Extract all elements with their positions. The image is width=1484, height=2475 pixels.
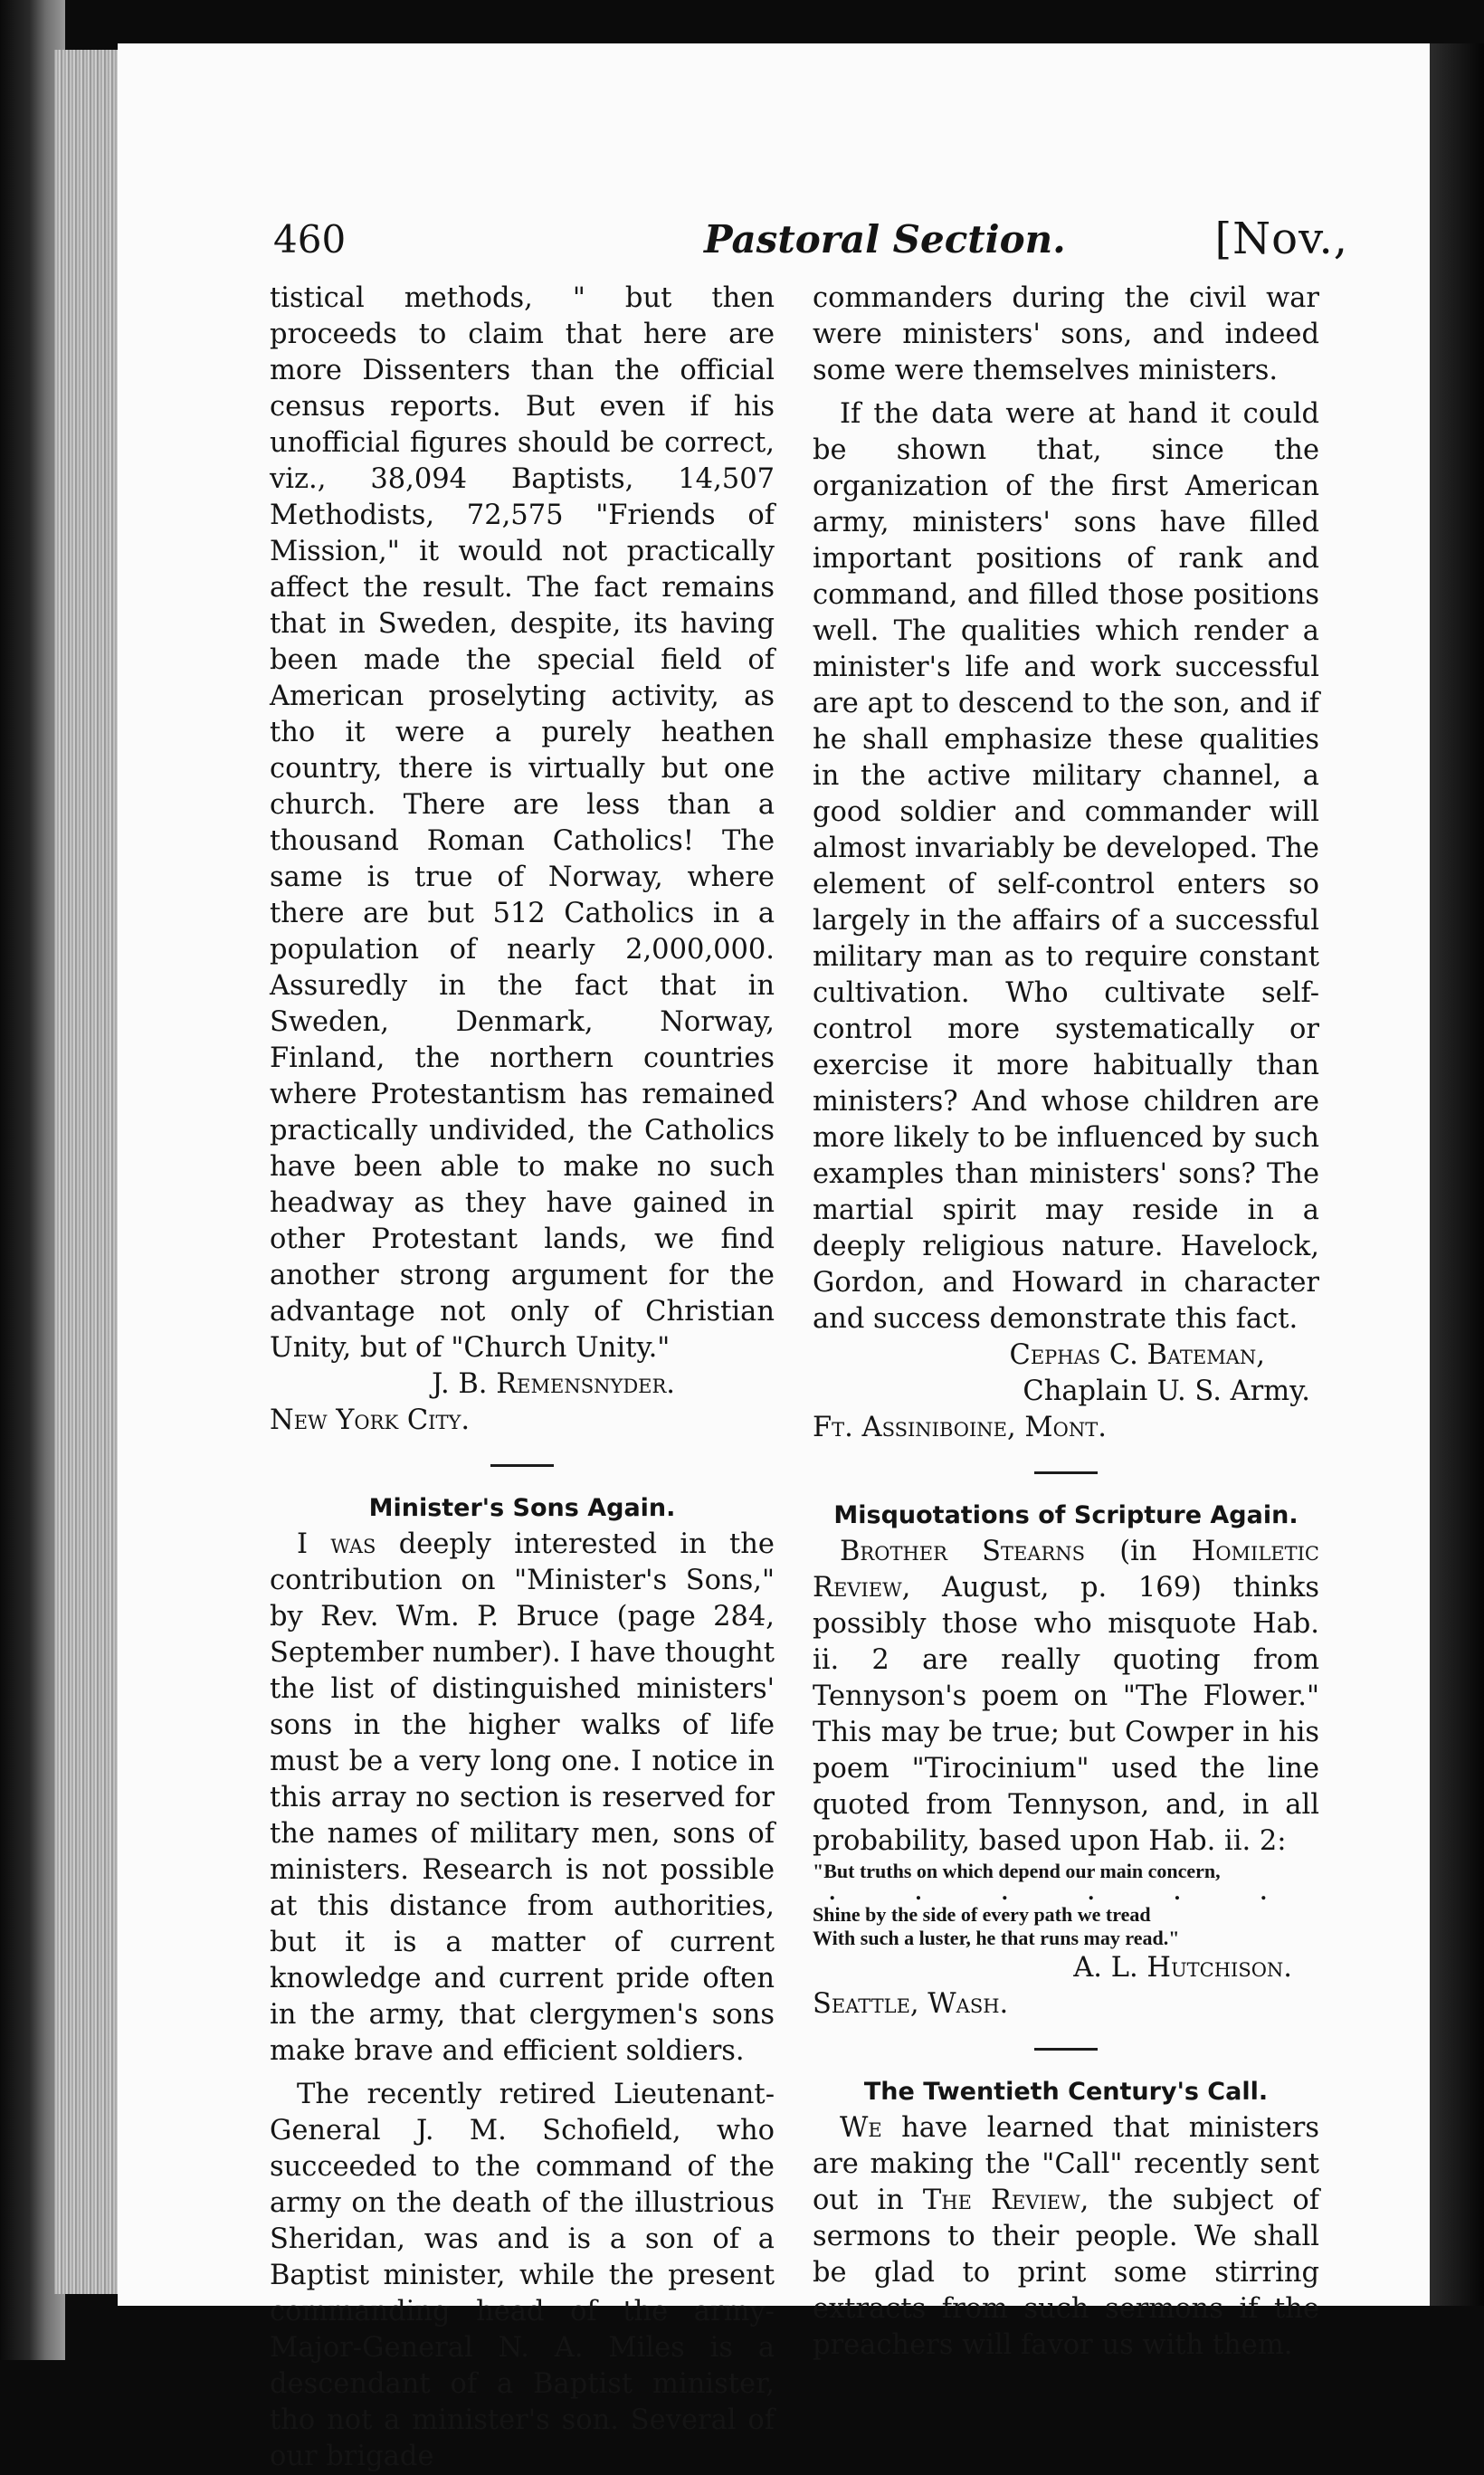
signature: Cephas C. Bateman, (1009, 1339, 1265, 1371)
page-number: 460 (273, 217, 347, 262)
paragraph: I was deeply interested in the contribution on "Minister's Sons," by Rev. Wm. P. Bruce (page 284, September number). I have thought the list of distinguished ministers' sons in the higher walks of life must be a very long one. I notice in this array no section is reserved for the names of military men, sons of ministers. Research is not possible at this distance from authorities, but it is a matter of current knowledge and current pride often in the army, that clergymen's sons make brave and efficient soldiers. (270, 1528, 775, 2067)
article-heading: Misquotations of Scripture Again. (833, 1501, 1298, 1529)
divider (1034, 1471, 1098, 1474)
running-head (154, 208, 1348, 271)
section-title: Pastoral Section. (704, 217, 1066, 262)
signature: A. L. Hutchison. (1073, 1952, 1292, 1984)
running-date: [Nov., (1214, 214, 1348, 264)
paragraph: Brother Stearns (in Homiletic Review, August, p. 169) thinks possibly those who misquote Hab. ii. 2 are really quoting from Tennyson's poem on "The Flower." This may be true; but Cowper in his poem "Tirocinium" used the line quoted from Tennyson, and, in all probability, based upon Hab. ii. 2: (813, 1536, 1319, 1857)
page-stack-edge (54, 50, 119, 2294)
paragraph: tistical methods, " but then proceeds to claim that here are more Dissenters than the official census reports. But even if his unofficial figures should be correct, viz., 38,094 Baptists, 14,507 Methodists, 72,575 "Friends of Mission," it would not practically affect the result. The fact remains that in Sweden, despite, its having been made the special field of American proselyting activity, as tho it were a purely heathen country, there is virtually but one church. There are less than a thousand Roman Catholics! The same is true of Norway, where there are but 512 Catholics in a population of nearly 2,000,000. Assuredly in the fact that in Sweden, Denmark, Norway, Finland, the northern countries where Protestantism has remained practically undivided, the Catholics have been able to make no such headway as they have gained in other Protestant lands, we find another strong argument for the advantage not only of Christian Unity, but of "Church Unity." (270, 282, 775, 1364)
paragraph: The recently retired Lieutenant-General J. M. Schofield, who succeeded to the command of the army on the death of the illustrious Sheridan, was and is a son of a Baptist minister, while the present commanding head of the army-Major-General N. A. Miles is a descendant of a Baptist minister, tho not a minister's son. Several of our brigade (270, 2079, 775, 2472)
right-column (813, 281, 1319, 2364)
poem-quote: "But truths on which depend our main concern, (813, 1860, 1221, 1882)
binding-shadow (1430, 43, 1484, 2306)
left-column (270, 281, 775, 2475)
paragraph: We have learned that ministers are making the "Call" recently sent out in The Review, the subject of sermons to their people. We shall be glad to print some stirring extracts from such sermons if the preachers will favor us with them. (813, 2112, 1319, 2361)
paragraph: commanders during the civil war were ministers' sons, and indeed some were themselves ministers. (813, 282, 1319, 386)
divider (1034, 2048, 1098, 2051)
article-heading: Minister's Sons Again. (368, 1494, 676, 1522)
place: Seattle, Wash. (813, 1988, 1009, 2020)
poem-quote: With such a luster, he that runs may read." (813, 1927, 1180, 1949)
divider (490, 1464, 554, 1467)
article-heading: The Twentieth Century's Call. (863, 2078, 1269, 2106)
place: Ft. Assiniboine, Mont. (813, 1412, 1107, 1443)
ellipsis: . . . . . . (828, 1881, 1304, 1905)
poem-quote: Shine by the side of every path we tread (813, 1903, 1151, 1926)
signature-title: Chaplain U. S. Army. (1023, 1376, 1310, 1407)
paragraph: If the data were at hand it could be shown that, since the organization of the first American army, ministers' sons have filled important positions of rank and command, and filled those positions well. The qualities which render a minister's life and work successful are apt to descend to the son, and if he shall emphasize these qualities in the active military channel, a good soldier and commander will almost invariably be developed. The element of self-control enters so largely in the affairs of a successful military man as to require constant cultivation. Who cultivate self-control more systematically or exercise it more habitually than ministers? And whose children are more likely to be influenced by such examples than ministers' sons? The martial spirit may reside in a deeply religious nature. Havelock, Gordon, and Howard in character and success demonstrate this fact. (813, 398, 1319, 1335)
place: New York City. (270, 1404, 471, 1436)
signature: J. B. Remensnyder. (432, 1368, 675, 1400)
